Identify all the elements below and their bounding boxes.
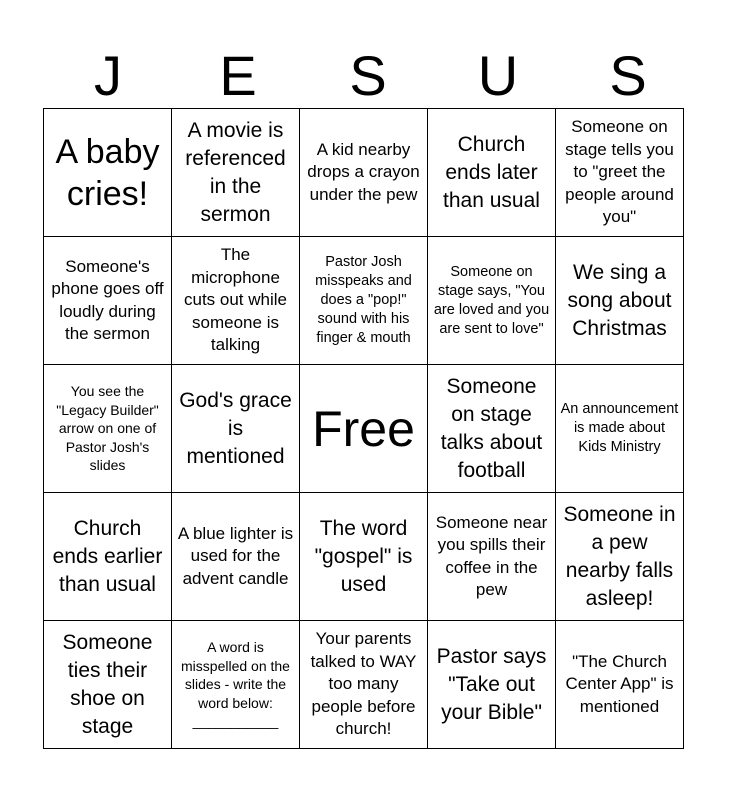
bingo-cell: Someone in a pew nearby falls asleep! <box>556 493 684 621</box>
header-letter-s-2: S <box>609 44 647 107</box>
header-letter-u: U <box>477 44 519 107</box>
bingo-cell: A baby cries! <box>44 109 172 237</box>
bingo-cell: Your parents talked to WAY too many people before church! <box>300 621 428 749</box>
bingo-cell: A blue lighter is used for the advent candle <box>172 493 300 621</box>
bingo-cell: A word is misspelled on the slides - write the word below: ___________ <box>172 621 300 749</box>
bingo-cell: A movie is referenced in the sermon <box>172 109 300 237</box>
header-letter-j: J <box>94 44 122 107</box>
bingo-cell: The microphone cuts out while someone is talking <box>172 237 300 365</box>
bingo-row <box>44 109 684 237</box>
bingo-cell: Pastor says "Take out your Bible" <box>428 621 556 749</box>
bingo-cell: Someone on stage says, "You are loved and you are sent to love" <box>428 237 556 365</box>
bingo-row <box>44 493 684 621</box>
bingo-cell: Someone's phone goes off loudly during the sermon <box>44 237 172 365</box>
bingo-row <box>44 365 684 493</box>
bingo-cell: Church ends earlier than usual <box>44 493 172 621</box>
bingo-row <box>44 237 684 365</box>
bingo-row <box>44 621 684 749</box>
bingo-cell: Church ends later than usual <box>428 109 556 237</box>
bingo-cell: An announcement is made about Kids Ministry <box>556 365 684 493</box>
bingo-cell: You see the "Legacy Builder" arrow on one of Pastor Josh's slides <box>44 365 172 493</box>
bingo-cell: Someone near you spills their coffee in the pew <box>428 493 556 621</box>
header-letter-s: S <box>349 44 387 107</box>
bingo-cell: Pastor Josh misspeaks and does a "pop!" sound with his finger & mouth <box>300 237 428 365</box>
bingo-cell: A kid nearby drops a crayon under the pew <box>300 109 428 237</box>
bingo-grid <box>43 108 684 749</box>
header-letter-e: E <box>219 44 257 107</box>
bingo-cell: Someone on stage tells you to "greet the people around you" <box>556 109 684 237</box>
bingo-cell: Someone on stage talks about football <box>428 365 556 493</box>
bingo-header <box>43 46 693 106</box>
bingo-cell: We sing a song about Christmas <box>556 237 684 365</box>
bingo-cell: "The Church Center App" is mentioned <box>556 621 684 749</box>
bingo-cell: Someone ties their shoe on stage <box>44 621 172 749</box>
bingo-cell: God's grace is mentioned <box>172 365 300 493</box>
bingo-cell: The word "gospel" is used <box>300 493 428 621</box>
free-space-cell: Free <box>300 365 428 493</box>
